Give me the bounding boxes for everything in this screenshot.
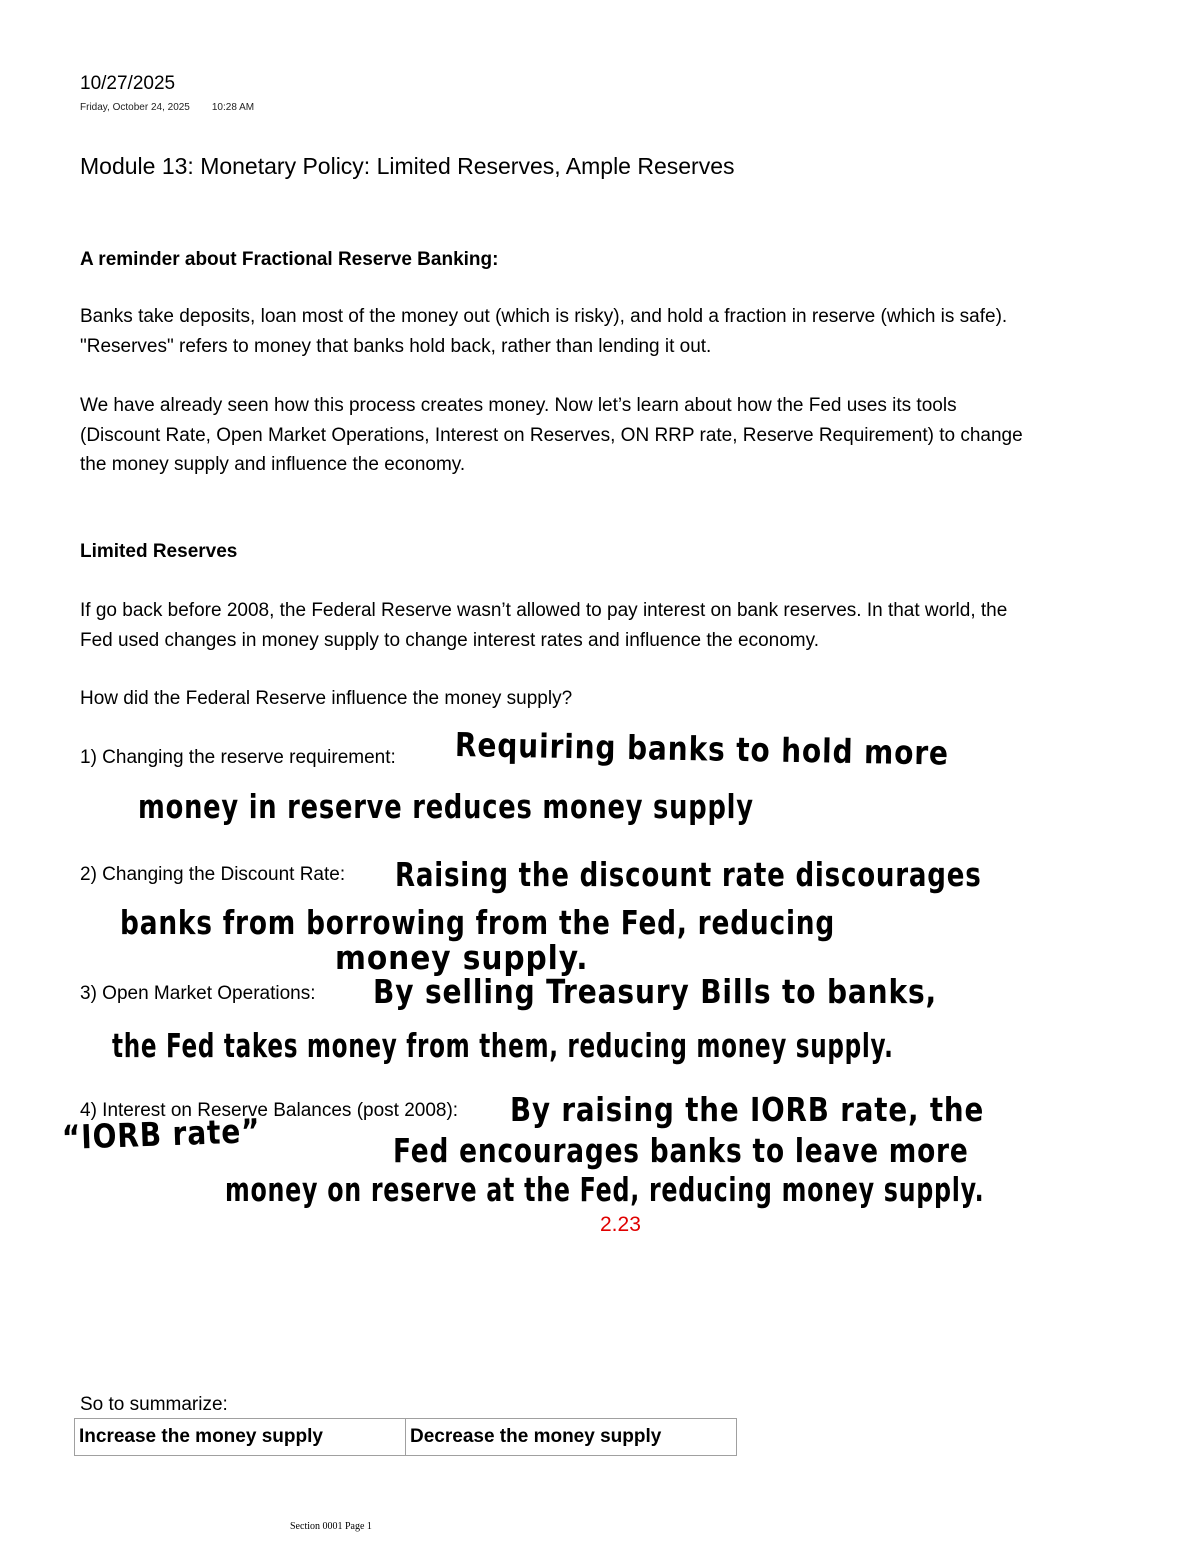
item4-handwriting-line1: By raising the IORB rate, the [510,1090,985,1129]
summary-table [74,1418,737,1456]
limited-para-line2: Fed used changes in money supply to change interest rates and influence the economy. [80,630,819,651]
item4-handwriting-line2: Fed encourages banks to leave more [393,1131,969,1170]
item1-handwriting-line2: money in reserve reduces money supply [138,787,754,826]
summary-col-increase: Increase the money supply [75,1419,406,1456]
item3-handwriting-line1: By selling Treasury Bills to banks, [373,972,938,1011]
page-title: Module 13: Monetary Policy: Limited Reserves, Ample Reserves [80,153,735,179]
timestamp-date: Friday, October 24, 2025 [80,102,190,113]
limited-para-line1: If go back before 2008, the Federal Reserve wasn’t allowed to pay interest on bank reserves. In that world, the [80,600,1008,621]
reminder-para2-line1: We have already seen how this process creates money. Now let’s learn about how the Fed uses its tools [80,395,957,416]
summary-intro: So to summarize: [80,1394,228,1415]
summary-col-decrease: Decrease the money supply [406,1419,737,1456]
item4-margin-note: “IORB rate” [61,1111,262,1157]
page-date: 10/27/2025 [80,73,176,94]
item4-label: 4) Interest on Reserve Balances (post 2008): [80,1100,459,1121]
item2-handwriting-line2: banks from borrowing from the Fed, reducing [120,903,836,942]
item2-handwriting-line3: money supply. [335,938,589,977]
item2-handwriting-line1: Raising the discount rate discourages [395,855,982,894]
limited-question: How did the Federal Reserve influence the money supply? [80,688,573,709]
timestamp-time: 10:28 AM [211,102,255,113]
reminder-para1-line2: "Reserves" refers to money that banks hold back, rather than lending it out. [80,336,712,357]
item1-label: 1) Changing the reserve requirement: [80,747,396,768]
score-annotation: 2.23 [600,1213,641,1236]
reminder-heading: A reminder about Fractional Reserve Banking: [80,249,499,270]
summary-table-header-row [75,1419,737,1456]
page-footer: Section 0001 Page 1 [290,1521,372,1532]
item4-handwriting-line3: money on reserve at the Fed, reducing money supply. [225,1170,985,1209]
reminder-para1-line1: Banks take deposits, loan most of the money out (which is risky), and hold a fraction in reserve (which is safe). [80,306,1008,327]
item3-handwriting-line2: the Fed takes money from them, reducing money supply. [112,1026,894,1065]
timestamp [80,102,254,113]
reminder-para2-line3: the money supply and influence the economy. [80,454,466,475]
item3-label: 3) Open Market Operations: [80,983,316,1004]
reminder-para2-line2: (Discount Rate, Open Market Operations, Interest on Reserves, ON RRP rate, Reserve Requirement) to change [80,425,1023,446]
item2-label: 2) Changing the Discount Rate: [80,864,346,885]
item1-handwriting-line1: Requiring banks to hold more [454,725,950,773]
limited-heading: Limited Reserves [80,541,238,562]
